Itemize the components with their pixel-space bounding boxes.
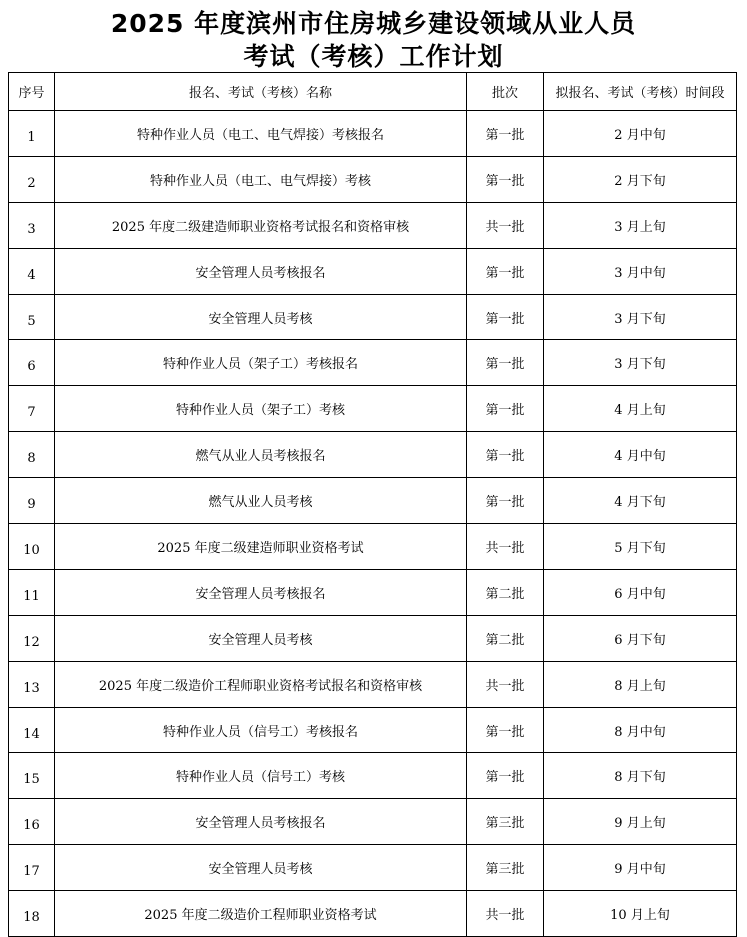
table-row [9, 707, 737, 753]
row-batch: 共一批 [467, 661, 544, 707]
row-serial-number: 8 [9, 432, 55, 478]
table-row [9, 386, 737, 432]
row-batch: 第一批 [467, 248, 544, 294]
row-serial-number: 17 [9, 845, 55, 891]
table-row [9, 524, 737, 570]
table-row [9, 569, 737, 615]
row-serial-number: 16 [9, 799, 55, 845]
row-exam-name: 安全管理人员考核报名 [55, 799, 467, 845]
row-time-period: 9 月上旬 [544, 799, 737, 845]
table-row [9, 615, 737, 661]
row-serial-number: 14 [9, 707, 55, 753]
row-exam-name: 安全管理人员考核报名 [55, 248, 467, 294]
row-batch: 第一批 [467, 478, 544, 524]
row-batch: 第一批 [467, 340, 544, 386]
row-time-period: 4 月下旬 [544, 478, 737, 524]
row-batch: 共一批 [467, 891, 544, 937]
row-serial-number: 11 [9, 569, 55, 615]
row-batch: 第二批 [467, 569, 544, 615]
row-exam-name: 燃气从业人员考核报名 [55, 432, 467, 478]
row-serial-number: 6 [9, 340, 55, 386]
row-exam-name: 安全管理人员考核报名 [55, 569, 467, 615]
row-time-period: 6 月中旬 [544, 569, 737, 615]
row-batch: 第一批 [467, 432, 544, 478]
row-exam-name: 安全管理人员考核 [55, 615, 467, 661]
row-batch: 第三批 [467, 845, 544, 891]
table-header-row [9, 73, 737, 111]
row-time-period: 9 月中旬 [544, 845, 737, 891]
row-batch: 第一批 [467, 707, 544, 753]
row-serial-number: 7 [9, 386, 55, 432]
table-row [9, 202, 737, 248]
table-row [9, 248, 737, 294]
row-batch: 第一批 [467, 156, 544, 202]
header-batch: 批次 [467, 73, 544, 111]
table-row [9, 432, 737, 478]
row-time-period: 3 月上旬 [544, 202, 737, 248]
row-batch: 共一批 [467, 524, 544, 570]
row-batch: 第一批 [467, 753, 544, 799]
row-time-period: 4 月中旬 [544, 432, 737, 478]
row-serial-number: 5 [9, 294, 55, 340]
table-row [9, 340, 737, 386]
table-row [9, 799, 737, 845]
row-exam-name: 燃气从业人员考核 [55, 478, 467, 524]
row-time-period: 3 月中旬 [544, 248, 737, 294]
row-serial-number: 15 [9, 753, 55, 799]
row-batch: 第三批 [467, 799, 544, 845]
document-title-line2: 考试（考核）工作计划 [243, 42, 504, 71]
row-exam-name: 特种作业人员（信号工）考核 [55, 753, 467, 799]
row-time-period: 8 月上旬 [544, 661, 737, 707]
table-row [9, 478, 737, 524]
row-time-period: 2 月下旬 [544, 156, 737, 202]
row-time-period: 5 月下旬 [544, 524, 737, 570]
row-serial-number: 13 [9, 661, 55, 707]
row-time-period: 8 月下旬 [544, 753, 737, 799]
table-row [9, 753, 737, 799]
row-exam-name: 特种作业人员（架子工）考核报名 [55, 340, 467, 386]
row-batch: 第一批 [467, 386, 544, 432]
row-serial-number: 3 [9, 202, 55, 248]
row-serial-number: 2 [9, 156, 55, 202]
row-batch: 共一批 [467, 202, 544, 248]
row-batch: 第一批 [467, 111, 544, 157]
table-row [9, 111, 737, 157]
row-exam-name: 安全管理人员考核 [55, 294, 467, 340]
row-time-period: 4 月上旬 [544, 386, 737, 432]
row-exam-name: 特种作业人员（架子工）考核 [55, 386, 467, 432]
table-row [9, 156, 737, 202]
table-row [9, 845, 737, 891]
row-serial-number: 9 [9, 478, 55, 524]
row-serial-number: 4 [9, 248, 55, 294]
row-exam-name: 特种作业人员（信号工）考核报名 [55, 707, 467, 753]
document-title-line1: 2025 年度滨州市住房城乡建设领域从业人员 [110, 9, 637, 38]
row-exam-name: 2025 年度二级建造师职业资格考试 [55, 524, 467, 570]
exam-schedule-table [8, 72, 737, 937]
row-exam-name: 特种作业人员（电工、电气焊接）考核报名 [55, 111, 467, 157]
row-time-period: 3 月下旬 [544, 340, 737, 386]
row-serial-number: 12 [9, 615, 55, 661]
row-time-period: 2 月中旬 [544, 111, 737, 157]
header-exam-name: 报名、考试（考核）名称 [55, 73, 467, 111]
row-batch: 第二批 [467, 615, 544, 661]
table-row [9, 661, 737, 707]
row-time-period: 3 月下旬 [544, 294, 737, 340]
row-exam-name: 2025 年度二级建造师职业资格考试报名和资格审核 [55, 202, 467, 248]
row-serial-number: 1 [9, 111, 55, 157]
row-batch: 第一批 [467, 294, 544, 340]
row-time-period: 8 月中旬 [544, 707, 737, 753]
row-time-period: 6 月下旬 [544, 615, 737, 661]
row-exam-name: 安全管理人员考核 [55, 845, 467, 891]
table-row [9, 891, 737, 937]
row-exam-name: 2025 年度二级造价工程师职业资格考试报名和资格审核 [55, 661, 467, 707]
header-time-period: 拟报名、考试（考核）时间段 [544, 73, 737, 111]
row-serial-number: 18 [9, 891, 55, 937]
row-exam-name: 2025 年度二级造价工程师职业资格考试 [55, 891, 467, 937]
header-serial-number: 序号 [9, 73, 55, 111]
row-serial-number: 10 [9, 524, 55, 570]
table-row [9, 294, 737, 340]
row-exam-name: 特种作业人员（电工、电气焊接）考核 [55, 156, 467, 202]
row-time-period: 10 月上旬 [544, 891, 737, 937]
